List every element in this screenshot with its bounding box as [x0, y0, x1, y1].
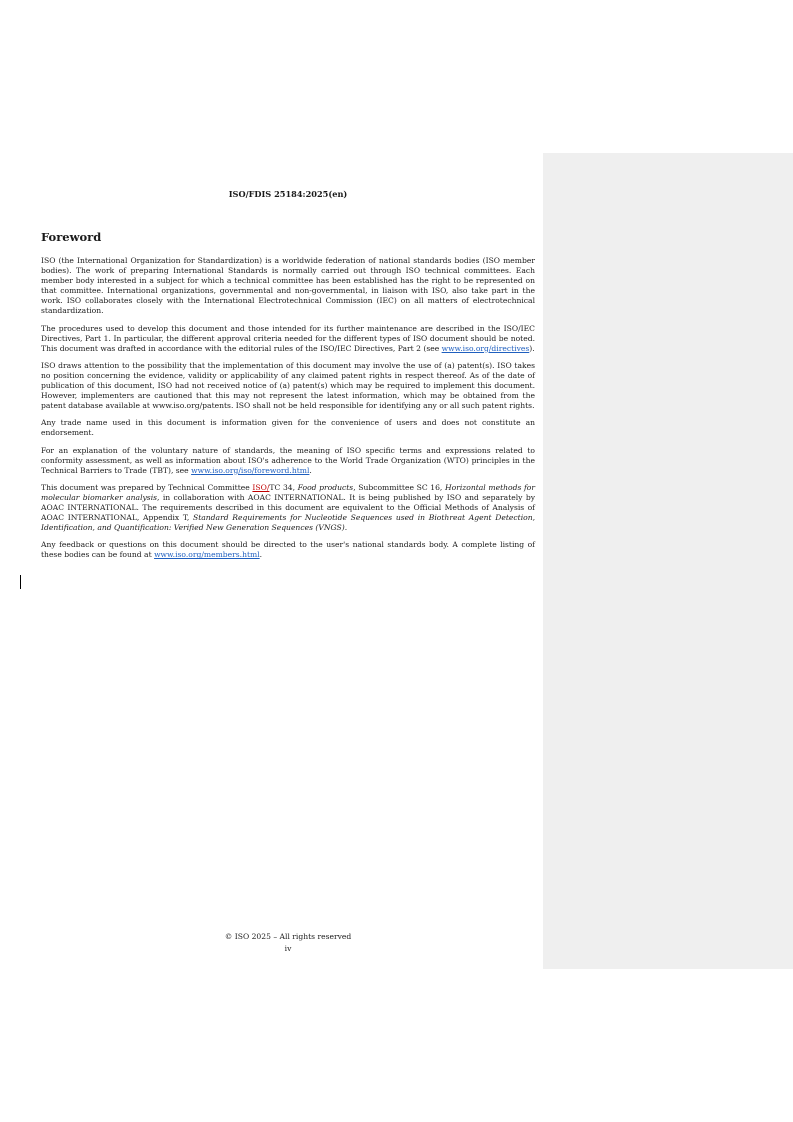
foreword-link[interactable]: www.iso.org/iso/foreword.html [191, 465, 310, 475]
paragraph-iso-intro: ISO (the International Organization for Standardization) is a worldwide federation of national standards bodies (ISO member bodies). The work of preparing International Standards is normally carried out through ISO technical committees. Each member body interested in a subject for which a technical committee has been established has the right to be represented on that committee. International organizations, governmental and non-governmental, in liaison with ISO, also take part in the work. ISO collaborates closely with the International Electrotechnical Commission (IEC) on all matters of electrotechnical standardization. [41, 256, 535, 316]
paragraph-text: , Subcommittee SC 16, [353, 482, 445, 492]
directives-link[interactable]: www.iso.org/directives [441, 343, 530, 353]
page-footer [41, 931, 535, 955]
section-title: Foreword [41, 230, 102, 244]
comments-pane [543, 153, 793, 969]
paragraph-text: The procedures used to develop this document and those intended for its further maintenance are described in the ISO/IEC Directives, Part 1. In particular, the different approval criteria needed for the different types of ISO document should be noted. This document was drafted in accordance with the editorial rules of the ISO/IEC Directives, Part 2 (see [41, 323, 535, 353]
paragraph-text: For an explanation of the voluntary nature of standards, the meaning of ISO specific terms and expressions related to conformity assessment, as well as information about ISO's adherence to the World Trade Organization (WTO) principles in the Technical Barriers to Trade (TBT), see [41, 445, 535, 475]
aoac-standard-title: Standard Requirements for Nucleotide Sequences used in Biothreat Agent Detection, Identification, and Quantification: Verified New Generation Sequences (VNGS) [41, 513, 535, 533]
paragraph-text: . [259, 550, 263, 560]
paragraph-text: TC 34, [269, 482, 298, 492]
committee-name: Food products [297, 482, 354, 492]
subcommittee-name: Horizontal methods for molecular biomarker analysis [41, 482, 535, 502]
foreword-body [41, 256, 535, 567]
paragraph-committee [41, 483, 535, 533]
paragraph-text: , in collaboration with AOAC INTERNATIONAL. It is being published by ISO and separately by AOAC INTERNATIONAL. The requirements described in this document are equivalent to the Official Methods of Analysis of AOAC INTERNATIONAL, Appendix T, [41, 492, 536, 523]
paragraph-text: . [344, 523, 348, 533]
members-link[interactable]: www.iso.org/members.html [154, 550, 260, 560]
tracked-change[interactable]: ISO/ [252, 482, 270, 492]
paragraph-procedures [41, 324, 535, 354]
paragraph-text: This document was prepared by Technical Committee [41, 482, 253, 492]
paragraph-patents: ISO draws attention to the possibility that the implementation of this document may involve the use of (a) patent(s). ISO takes no position concerning the evidence, validity or applicability of any claimed patent rights in respect thereof. As of the date of publication of this document, ISO had not received notice of (a) patent(s) which may be required to implement this document. However, implementers are cautioned that this may not represent the latest information, which may be obtained from the patent database available at www.iso.org/patents. ISO shall not be held responsible for identifying any or all such patent rights. [41, 360, 535, 411]
paragraph-text: . [309, 465, 312, 475]
paragraph-text: Any feedback or questions on this document should be directed to the user's national standards body. A complete listing of these bodies can be found at [41, 540, 535, 560]
paragraph-feedback [41, 540, 535, 560]
change-bar [20, 575, 21, 589]
paragraph-trade-name: Any trade name used in this document is information given for the convenience of users and does not constitute an endorsement. [41, 418, 535, 438]
page-number: iv [284, 944, 292, 953]
paragraph-voluntary-nature [41, 446, 535, 476]
copyright-notice: © ISO 2025 – All rights reserved [224, 932, 352, 941]
paragraph-text: ). [529, 343, 535, 353]
document-id-header: ISO/FDIS 25184:2025(en) [228, 189, 348, 199]
